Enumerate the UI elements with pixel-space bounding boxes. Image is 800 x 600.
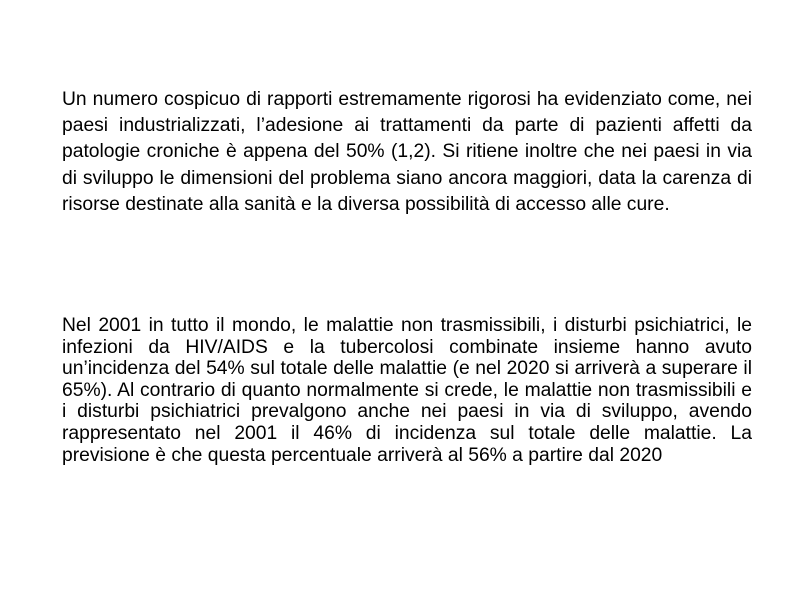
paragraph-adherence: Un numero cospicuo di rapporti estremamente rigorosi ha evidenziato come, nei paesi industrializzati, l’adesione ai trattamenti da parte di pazienti affetti da patologie croniche è appena del 50% (1,2). Si ritiene inoltre che nei paesi in via di sviluppo le dimensioni del problema siano ancora maggiori, data la carenza di risorse destinate alla sanità e la diversa possibilità di accesso alle cure. [62, 89, 752, 215]
paragraph-incidence: Nel 2001 in tutto il mondo, le malattie non trasmissibili, i disturbi psichiatrici, le infezioni da HIV/AIDS e la tubercolosi combinate insieme hanno avuto un’incidenza del 54% sul totale delle malattie (e nel 2020 si arriverà a superare il 65%). Al contrario di quanto normalmente si crede, le malattie non trasmissibili e i disturbi psichiatrici prevalgono anche nei paesi in via di sviluppo, avendo rappresentato nel 2001 il 46% di incidenza sul totale delle malattie. La previsione è che questa percentuale arriverà al 56% a partire dal 2020 [62, 315, 752, 466]
